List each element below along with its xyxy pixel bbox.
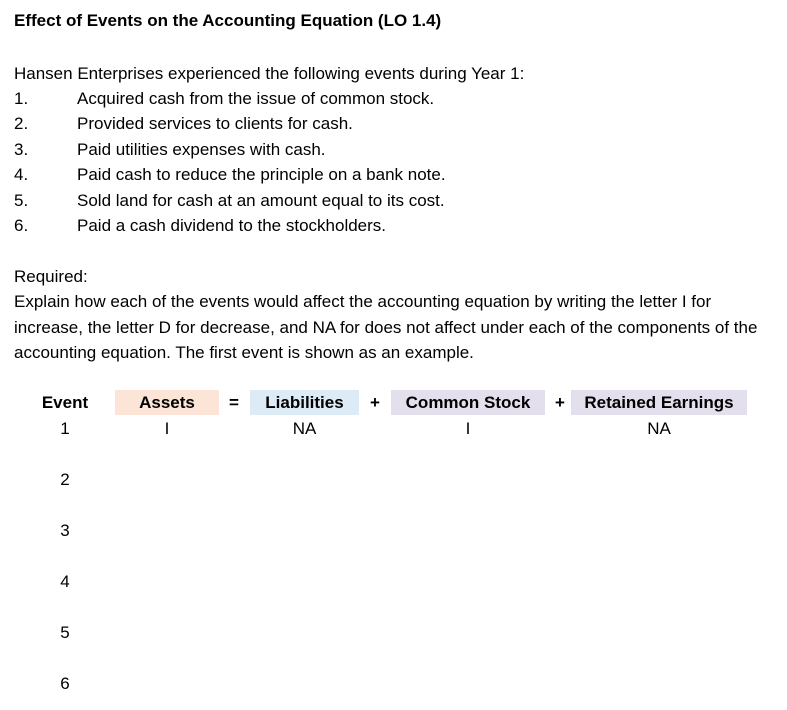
header-common-stock: Common Stock bbox=[391, 390, 545, 415]
event-description: Acquired cash from the issue of common stock. bbox=[77, 89, 435, 108]
table-cell-assets bbox=[115, 467, 219, 492]
required-instructions: Explain how each of the events would affect the accounting equation by writing the letter I for increase, the letter D for decrease, and NA for does not affect under each of the components of the accounting equation. The first event is shown as an example. bbox=[14, 292, 758, 362]
table-row-event: 2 bbox=[60, 470, 70, 489]
event-number: 3. bbox=[14, 139, 29, 159]
table-cell-retained-earnings bbox=[571, 467, 747, 492]
table-cell-common-stock bbox=[391, 569, 545, 594]
intro-text: Hansen Enterprises experienced the following events during Year 1: bbox=[14, 64, 525, 83]
table-cell-assets: I bbox=[164, 419, 170, 438]
table-cell-common-stock bbox=[391, 671, 545, 696]
table-cell-assets bbox=[115, 569, 219, 594]
plus-sign: + bbox=[370, 393, 380, 412]
plus-sign: + bbox=[555, 393, 565, 412]
event-number: 5. bbox=[14, 190, 29, 210]
page-title: Effect of Events on the Accounting Equation (LO 1.4) bbox=[14, 11, 442, 30]
table-cell-retained-earnings bbox=[571, 518, 747, 543]
table-cell-common-stock: I bbox=[465, 419, 471, 438]
event-description: Paid utilities expenses with cash. bbox=[77, 139, 326, 159]
table-cell-retained-earnings bbox=[571, 569, 747, 594]
table-cell-common-stock bbox=[391, 620, 545, 645]
header-assets: Assets bbox=[115, 390, 219, 415]
table-cell-common-stock bbox=[391, 518, 545, 543]
table-row-event: 3 bbox=[60, 521, 70, 540]
header-retained-earnings: Retained Earnings bbox=[571, 390, 747, 415]
event-number: 2. bbox=[14, 114, 29, 134]
table-row-event: 4 bbox=[60, 572, 70, 591]
header-liabilities: Liabilities bbox=[250, 390, 359, 415]
table-cell-liabilities bbox=[250, 620, 359, 645]
table-cell-retained-earnings bbox=[571, 620, 747, 645]
event-number: 6. bbox=[14, 215, 29, 235]
table-cell-common-stock bbox=[391, 467, 545, 492]
table-cell-retained-earnings: NA bbox=[647, 419, 671, 438]
event-description: Provided services to clients for cash. bbox=[77, 114, 353, 134]
table-cell-assets bbox=[115, 671, 219, 696]
table-cell-retained-earnings bbox=[571, 671, 747, 696]
table-cell-liabilities bbox=[250, 467, 359, 492]
table-cell-liabilities bbox=[250, 671, 359, 696]
required-label: Required: bbox=[14, 267, 88, 286]
table-cell-liabilities bbox=[250, 569, 359, 594]
table-row-event: 6 bbox=[60, 674, 70, 693]
table-row-event: 1 bbox=[60, 419, 70, 438]
event-description: Paid a cash dividend to the stockholders. bbox=[77, 215, 387, 235]
table-cell-liabilities: NA bbox=[292, 419, 317, 438]
equals-sign: = bbox=[229, 393, 239, 412]
event-number: 4. bbox=[14, 165, 29, 185]
table-cell-liabilities bbox=[250, 518, 359, 543]
event-number: 1. bbox=[14, 89, 29, 108]
event-description: Sold land for cash at an amount equal to its cost. bbox=[77, 190, 445, 210]
event-description: Paid cash to reduce the principle on a bank note. bbox=[77, 165, 446, 185]
table-row-event: 5 bbox=[60, 623, 70, 642]
header-event: Event bbox=[41, 393, 89, 412]
table-cell-assets bbox=[115, 518, 219, 543]
table-cell-assets bbox=[115, 620, 219, 645]
